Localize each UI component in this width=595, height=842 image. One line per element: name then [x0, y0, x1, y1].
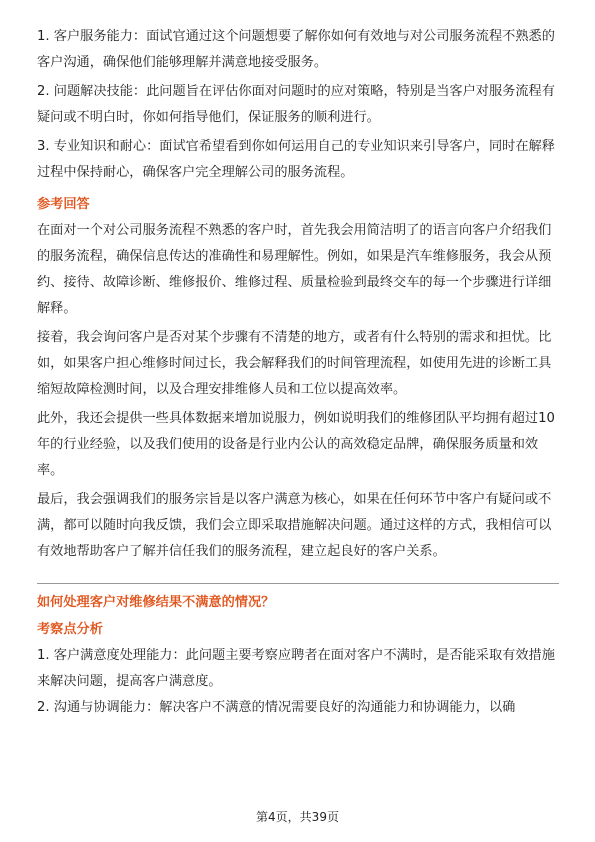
analysis-point: 1. 客户服务能力：面试官通过这个问题想要了解你如何有效地与对公司服务流程不熟悉的客户沟通，确保他们能够理解并满意地接受服务。 [37, 29, 555, 70]
section-divider [37, 583, 559, 584]
answer-paragraph: 最后，我会强调我们的服务宗旨是以客户满意为核心，如果在任何环节中客户有疑问或不满，都可以随时向我反馈，我们会立即采取措施解决问题。通过这样的方式，我相信可以有效地帮助客户了解并信任我们的服务流程，建立起良好的客户关系。 [37, 492, 552, 559]
analysis-point: 1. 客户满意度处理能力：此问题主要考察应聘者在面对客户不满时，是否能采取有效措施来解决问题，提高客户满意度。 [37, 648, 555, 689]
analysis-point: 2. 问题解决技能：此问题旨在评估你面对问题时的应对策略，特别是当客户对服务流程有疑问或不明白时，你如何指导他们，保证服务的顺利进行。 [37, 84, 555, 125]
analysis-list [37, 24, 559, 186]
analysis-point: 3. 专业知识和耐心：面试官希望看到你如何运用自己的专业知识来引导客户，同时在解释过程中保持耐心，确保客户完全理解公司的服务流程。 [37, 139, 555, 180]
analysis-point: 2. 沟通与协调能力：解决客户不满意的情况需要良好的沟通能力和协调能力，以确 [37, 700, 516, 715]
analysis-heading: 考察点分析 [37, 622, 103, 637]
answer-paragraph: 此外，我还会提供一些具体数据来增加说服力，例如说明我们的维修团队平均拥有超过10年的行业经验，以及我们使用的设备是行业内公认的高效稳定品牌，确保服务质量和效率。 [37, 411, 555, 478]
analysis-list-2 [37, 643, 559, 721]
answer-paragraph: 在面对一个对公司服务流程不熟悉的客户时，首先我会用简洁明了的语言向客户介绍我们的服务流程，确保信息传达的准确性和易理解性。例如，如果是汽车维修服务，我会从预约、接待、故障诊断、维修报价、维修过程、质量检验到最终交车的每一个步骤进行详细解释。 [37, 223, 552, 316]
reference-answer [37, 218, 559, 565]
answer-paragraph: 接着，我会询问客户是否对某个步骤有不清楚的地方，或者有什么特别的需求和担忧。比如，如果客户担心维修时间过长，我会解释我们的时间管理流程，如使用先进的诊断工具缩短故障检测时间，以及合理安排维修人员和工位以提高效率。 [37, 330, 552, 397]
question-heading: 如何处理客户对维修结果不满意的情况？ [37, 595, 275, 610]
page-content [37, 0, 559, 721]
page-footer: 第4页，共39页 [256, 810, 339, 824]
reference-answer-heading: 参考回答 [37, 197, 90, 212]
